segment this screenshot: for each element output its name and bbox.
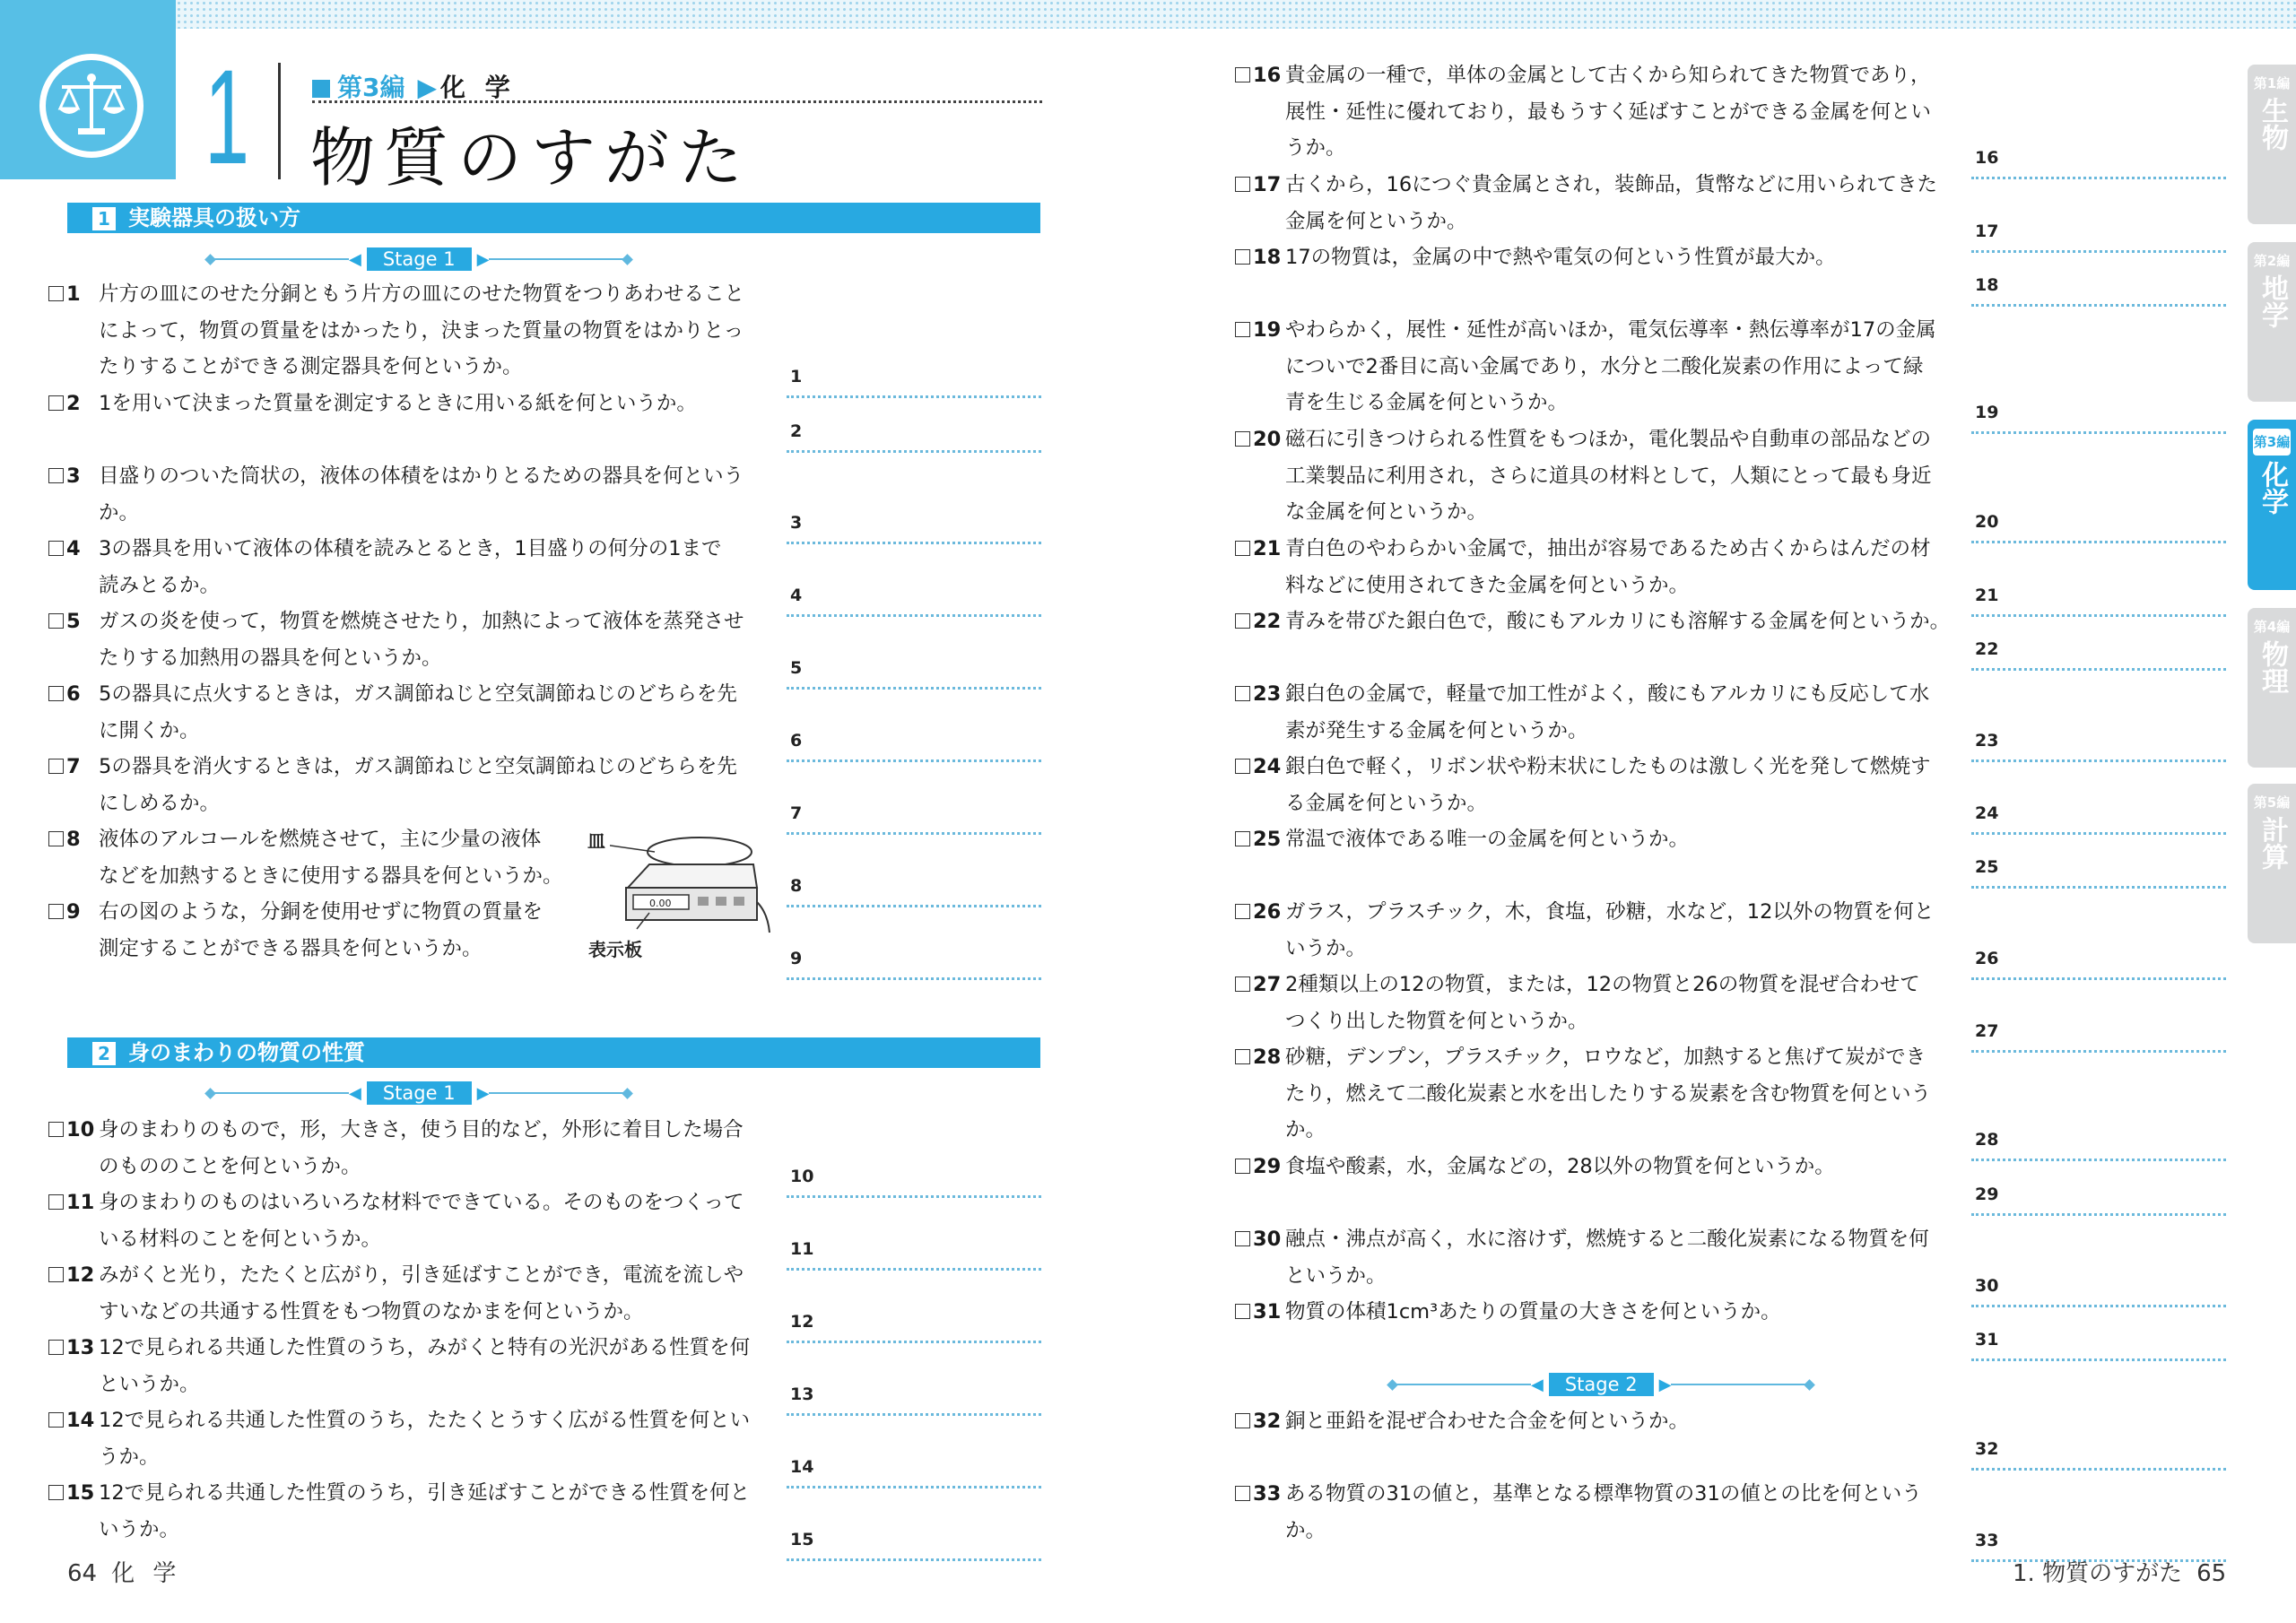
stage-label: Stage 2 bbox=[1549, 1373, 1654, 1396]
question-item bbox=[48, 676, 766, 742]
side-tab-biology[interactable] bbox=[2248, 65, 2296, 224]
question-text-line: 右の図のような，分銅を使用せずに物質の質量を bbox=[99, 900, 544, 924]
answer-number: 13 bbox=[790, 1384, 814, 1404]
question-text-line: 素が発生する金属を何というか。 bbox=[1285, 718, 1588, 742]
question-text-line: 常温で液体である唯一の金属を何というか。 bbox=[1285, 828, 1690, 851]
checkbox-icon[interactable] bbox=[1235, 1159, 1250, 1174]
answer-number: 19 bbox=[1975, 403, 1999, 422]
checkbox-icon[interactable] bbox=[48, 1267, 64, 1282]
answer-number: 31 bbox=[1975, 1330, 1999, 1350]
checkbox-icon[interactable] bbox=[48, 831, 64, 846]
answer-number: 22 bbox=[1975, 639, 1999, 659]
answer-line[interactable] bbox=[1971, 1185, 2226, 1216]
answer-number: 20 bbox=[1975, 512, 1999, 532]
answer-number: 21 bbox=[1975, 585, 1999, 605]
question-number: 1 bbox=[66, 282, 81, 306]
checkbox-icon[interactable] bbox=[1235, 1486, 1250, 1501]
answer-line[interactable] bbox=[1971, 803, 2226, 835]
question-number: 32 bbox=[1253, 1410, 1282, 1433]
question-number: 8 bbox=[66, 828, 81, 851]
question-item bbox=[1235, 421, 1952, 524]
header-dot-band bbox=[176, 0, 2296, 29]
question-number: 29 bbox=[1253, 1155, 1282, 1178]
answer-number: 3 bbox=[790, 512, 803, 533]
question-number: 19 bbox=[1253, 318, 1282, 342]
answer-line[interactable] bbox=[787, 1384, 1041, 1416]
question-item bbox=[48, 458, 766, 525]
answer-line[interactable] bbox=[787, 586, 1041, 617]
question-number: 17 bbox=[1253, 173, 1282, 196]
answer-number: 15 bbox=[790, 1529, 814, 1549]
answer-line[interactable] bbox=[787, 421, 1041, 453]
question-text-line: つくり出した物質を何というか。 bbox=[1285, 1009, 1588, 1033]
tab-part: 第2編 bbox=[2253, 253, 2291, 269]
checkbox-icon[interactable] bbox=[1235, 686, 1250, 701]
question-number: 22 bbox=[1253, 610, 1282, 633]
answer-line[interactable] bbox=[787, 876, 1041, 907]
question-number: 31 bbox=[1253, 1300, 1282, 1324]
checkbox-icon[interactable] bbox=[1235, 431, 1250, 447]
section-header bbox=[67, 203, 1040, 233]
question-text-line: 身のまわりのもので，形，大きさ，使う目的など，外形に着目した場合 bbox=[99, 1118, 744, 1141]
answer-line[interactable] bbox=[787, 949, 1041, 980]
answer-line[interactable] bbox=[787, 658, 1041, 690]
question-text-line: やわらかく，展性・延性が高いほか，電気伝導率・熱伝導率が17の金属 bbox=[1285, 318, 1936, 342]
answer-line[interactable] bbox=[787, 731, 1041, 762]
side-tab-earth-science[interactable] bbox=[2248, 242, 2296, 402]
question-number: 7 bbox=[66, 755, 81, 778]
checkbox-icon[interactable] bbox=[1235, 177, 1250, 192]
question-item bbox=[1235, 1476, 1952, 1542]
tab-part: 第3編 bbox=[2253, 429, 2291, 456]
question-item bbox=[1235, 1403, 1952, 1440]
answer-number: 30 bbox=[1975, 1275, 1999, 1296]
question-item bbox=[48, 821, 766, 888]
checkbox-icon[interactable] bbox=[48, 286, 64, 301]
answer-number: 14 bbox=[790, 1456, 814, 1477]
question-item bbox=[1235, 531, 1952, 597]
answer-number: 23 bbox=[1975, 730, 1999, 751]
question-number: 9 bbox=[66, 900, 81, 924]
answer-number: 1 bbox=[790, 367, 803, 386]
question-text-line: 古くから，16につぐ貴金属とされ，装飾品，貨幣などに用いられてきた bbox=[1285, 173, 1938, 196]
question-number: 26 bbox=[1253, 900, 1282, 924]
question-text-line: 融点・沸点が高く，水に溶けず，燃焼すると二酸化炭素になる物質を何 bbox=[1285, 1228, 1929, 1251]
checkbox-icon[interactable] bbox=[48, 1122, 64, 1137]
chapter-icon-box bbox=[0, 0, 176, 179]
question-text-line: 展性・延性に優れており，最もうすく延ばすことができる金属を何とい bbox=[1285, 100, 1932, 124]
answer-line[interactable] bbox=[1971, 949, 2226, 980]
answer-number: 25 bbox=[1975, 857, 1999, 877]
question-item bbox=[1235, 1221, 1952, 1288]
tab-subject: 化学 bbox=[2257, 461, 2288, 515]
section-title: 身のまわりの物質の性質 bbox=[128, 1040, 365, 1065]
question-number: 4 bbox=[66, 537, 81, 560]
tab-subject: 生物 bbox=[2257, 97, 2288, 151]
checkbox-icon[interactable] bbox=[48, 613, 64, 629]
checkbox-icon[interactable] bbox=[1235, 249, 1250, 265]
checkbox-icon[interactable] bbox=[48, 904, 64, 919]
tab-part: 第1編 bbox=[2253, 75, 2291, 91]
question-text-line: 1を用いて決まった質量を測定するときに用いる紙を何というか。 bbox=[99, 392, 697, 415]
question-text-line: る金属を何というか。 bbox=[1285, 791, 1488, 815]
answer-line[interactable] bbox=[787, 1530, 1041, 1561]
question-text-line: 5の器具を消火するときは，ガス調節ねじと空気調節ねじのどちらを先 bbox=[99, 755, 737, 778]
answer-line[interactable] bbox=[787, 367, 1041, 398]
question-text-line: いうか。 bbox=[1285, 936, 1367, 960]
question-text-line: みがくと光り，たたくと広がり，引き延ばすことができ，電流を流しや bbox=[99, 1263, 744, 1287]
answer-line[interactable] bbox=[1971, 1130, 2226, 1161]
checkbox-icon[interactable] bbox=[48, 1194, 64, 1210]
question-text-line: ガラス，プラスチック，木，食塩，砂糖，水など，12以外の物質を何と bbox=[1285, 900, 1935, 924]
checkbox-icon[interactable] bbox=[48, 395, 64, 411]
section-number: 2 bbox=[92, 1042, 116, 1065]
answer-line[interactable] bbox=[1971, 1021, 2226, 1053]
part-subject: 化 学 bbox=[440, 73, 516, 102]
checkbox-icon[interactable] bbox=[1235, 759, 1250, 774]
question-text-line: 2種類以上の12の物質，または，12の物質と26の物質を混ぜ合わせて bbox=[1285, 973, 1920, 996]
stage-divider: ◀ Stage 1 ▶ bbox=[206, 247, 631, 271]
answer-number: 29 bbox=[1975, 1185, 1999, 1204]
page-footer-right bbox=[2013, 1555, 2226, 1588]
part-label bbox=[312, 68, 516, 104]
question-text-line: 磁石に引きつけられる性質をもつほか，電化製品や自動車の部品などの bbox=[1285, 428, 1932, 451]
section-title: 実験器具の扱い方 bbox=[128, 205, 300, 230]
question-text-line: というか。 bbox=[1285, 1263, 1387, 1288]
answer-number: 33 bbox=[1975, 1530, 1999, 1550]
balance-scale-icon bbox=[39, 54, 144, 158]
answer-line[interactable] bbox=[1971, 1439, 2226, 1471]
question-text-line: たり，燃えて二酸化炭素と水を出したりする炭素を含む物質を何という bbox=[1285, 1081, 1932, 1106]
checkbox-icon[interactable] bbox=[48, 686, 64, 701]
side-tab-physics[interactable] bbox=[2248, 608, 2296, 768]
answer-number: 7 bbox=[790, 803, 803, 823]
checkbox-icon[interactable] bbox=[48, 1340, 64, 1355]
question-text-line: 12で見られる共通した性質のうち，みがくと特有の光沢がある性質を何 bbox=[99, 1336, 751, 1359]
question-text-line: 12で見られる共通した性質のうち，引き延ばすことができる性質を何と bbox=[99, 1481, 751, 1505]
footer-chapter-title: 1. 物質のすがた bbox=[2013, 1560, 2183, 1587]
tab-subject: 物理 bbox=[2257, 640, 2288, 694]
figure-label-display: 表示板 bbox=[588, 939, 642, 960]
question-text-line: うか。 bbox=[99, 1445, 160, 1469]
question-text-line: などを加熱するときに使用する器具を何というか。 bbox=[99, 864, 563, 888]
question-text-line: ガスの炎を使って，物質を燃焼させたり，加熱によって液体を蒸発させ bbox=[99, 610, 744, 633]
question-item bbox=[1235, 167, 1952, 233]
stage-divider: ◀ Stage 2 ▶ bbox=[1388, 1373, 1813, 1396]
question-text-line: 片方の皿にのせた分銅ともう片方の皿にのせた物質をつりあわせること bbox=[99, 282, 745, 306]
question-item bbox=[48, 386, 766, 422]
question-item bbox=[1235, 821, 1952, 858]
display-value: 0.00 bbox=[649, 898, 672, 909]
answer-number: 6 bbox=[790, 730, 803, 751]
answer-line[interactable] bbox=[787, 803, 1041, 835]
answer-number: 5 bbox=[790, 657, 803, 678]
question-text-line: いる材料のことを何というか。 bbox=[99, 1227, 382, 1251]
question-item bbox=[1235, 603, 1952, 640]
question-item bbox=[48, 531, 766, 597]
answer-number: 17 bbox=[1975, 221, 1999, 241]
question-item bbox=[48, 1257, 766, 1324]
question-text-line: のもののことを何というか。 bbox=[99, 1154, 361, 1178]
question-number: 28 bbox=[1253, 1046, 1282, 1069]
checkbox-icon[interactable] bbox=[1235, 541, 1250, 556]
question-text-line: 青を生じる金属を何というか。 bbox=[1285, 391, 1569, 414]
chapter-divider bbox=[278, 63, 281, 179]
side-tab-chemistry[interactable] bbox=[2248, 420, 2296, 590]
question-item bbox=[48, 1185, 766, 1251]
answer-number: 12 bbox=[790, 1311, 814, 1332]
question-number: 25 bbox=[1253, 828, 1282, 851]
question-text-line: たりすることができる測定器具を何というか。 bbox=[99, 355, 523, 378]
answer-line[interactable] bbox=[787, 1239, 1041, 1271]
question-text-line: 目盛りのついた筒状の，液体の体積をはかりとるための器具を何という bbox=[99, 464, 744, 488]
answer-number: 26 bbox=[1975, 948, 1999, 968]
question-number: 11 bbox=[66, 1191, 95, 1214]
question-text-line: 液体のアルコールを燃焼させて，主に少量の液体 bbox=[99, 828, 542, 851]
question-text-line: にしめるか。 bbox=[99, 791, 221, 815]
page-footer-left bbox=[67, 1555, 181, 1588]
checkbox-icon[interactable] bbox=[48, 759, 64, 774]
question-text-line: 3の器具を用いて液体の体積を読みとるとき，1目盛りの何分の1まで bbox=[99, 537, 722, 560]
question-item bbox=[1235, 1294, 1952, 1331]
answer-line[interactable] bbox=[787, 1457, 1041, 1488]
square-bullet-icon bbox=[312, 80, 330, 98]
question-number: 21 bbox=[1253, 537, 1282, 560]
checkbox-icon[interactable] bbox=[1235, 831, 1250, 846]
question-number: 20 bbox=[1253, 428, 1282, 451]
page-number: 65 bbox=[2196, 1560, 2227, 1587]
question-number: 12 bbox=[66, 1263, 95, 1287]
answer-number: 32 bbox=[1975, 1439, 1999, 1459]
side-tab-calculation[interactable] bbox=[2248, 784, 2296, 943]
checkbox-icon[interactable] bbox=[1235, 1049, 1250, 1064]
answer-line[interactable] bbox=[787, 1167, 1041, 1198]
answer-number: 18 bbox=[1975, 275, 1999, 295]
question-number: 24 bbox=[1253, 755, 1282, 778]
question-item bbox=[1235, 894, 1952, 960]
checkbox-icon[interactable] bbox=[1235, 67, 1250, 82]
answer-number: 10 bbox=[790, 1166, 814, 1186]
question-item bbox=[48, 276, 766, 378]
checkbox-icon[interactable] bbox=[1235, 613, 1250, 629]
question-text-line: か。 bbox=[1285, 1118, 1326, 1141]
checkbox-icon[interactable] bbox=[1235, 904, 1250, 919]
section-header bbox=[67, 1037, 1040, 1068]
question-text-line: すいなどの共通する性質をもつ物質のなかまを何というか。 bbox=[99, 1299, 644, 1324]
part-number: 第3編 bbox=[337, 73, 405, 102]
checkbox-icon[interactable] bbox=[48, 541, 64, 556]
question-text-line: 測定することができる器具を何というか。 bbox=[99, 936, 483, 960]
answer-number: 16 bbox=[1975, 148, 1999, 168]
checkbox-icon[interactable] bbox=[1235, 1304, 1250, 1319]
question-item bbox=[1235, 967, 1952, 1033]
question-text-line: 青白色のやわらかい金属で，抽出が容易であるため古くからはんだの材 bbox=[1285, 537, 1931, 560]
question-item bbox=[1235, 57, 1952, 160]
question-number: 3 bbox=[66, 464, 81, 488]
answer-line[interactable] bbox=[1971, 512, 2226, 543]
question-text-line: 身のまわりのものはいろいろな材料でできている。そのものをつくって bbox=[99, 1191, 744, 1214]
question-item bbox=[1235, 1149, 1952, 1185]
triangle-bullet-icon: ▶ bbox=[417, 73, 438, 102]
question-text-line: 17の物質は，金属の中で熱や電気の何という性質が最大か。 bbox=[1285, 246, 1836, 269]
answer-line[interactable] bbox=[1971, 1330, 2226, 1361]
question-number: 33 bbox=[1253, 1482, 1282, 1506]
question-text-line: 物質の体積1cm³あたりの質量の大きさを何というか。 bbox=[1285, 1300, 1781, 1324]
answer-line[interactable] bbox=[1971, 1276, 2226, 1307]
question-number: 30 bbox=[1253, 1228, 1282, 1251]
question-text-line: についで2番目に高い金属であり，水分と二酸化炭素の作用によって緑 bbox=[1285, 354, 1924, 378]
question-text-line: 銀白色の金属で，軽量で加工性がよく，酸にもアルカリにも反応して水 bbox=[1285, 682, 1930, 706]
question-item bbox=[48, 1112, 766, 1178]
answer-number: 24 bbox=[1975, 803, 1999, 823]
question-item bbox=[48, 1330, 766, 1396]
section-number: 1 bbox=[92, 207, 116, 230]
question-item bbox=[48, 749, 766, 815]
question-text-line: か。 bbox=[99, 500, 140, 525]
question-item bbox=[1235, 676, 1952, 742]
question-text-line: 読みとるか。 bbox=[99, 573, 221, 597]
checkbox-icon[interactable] bbox=[1235, 1413, 1250, 1428]
question-number: 6 bbox=[66, 682, 81, 706]
answer-line[interactable] bbox=[1971, 275, 2226, 307]
question-text-line: 12で見られる共通した性質のうち，たたくとうすく広がる性質を何とい bbox=[99, 1409, 751, 1432]
question-text-line: というか。 bbox=[99, 1372, 200, 1396]
question-number: 14 bbox=[66, 1409, 95, 1432]
answer-line[interactable] bbox=[787, 1312, 1041, 1343]
answer-line[interactable] bbox=[1971, 731, 2226, 762]
stage-divider: ◀ Stage 1 ▶ bbox=[206, 1081, 631, 1105]
tab-part: 第5編 bbox=[2253, 794, 2291, 811]
question-item bbox=[1235, 1039, 1952, 1141]
checkbox-icon[interactable] bbox=[48, 1485, 64, 1500]
checkbox-icon[interactable] bbox=[1235, 976, 1250, 992]
page-number: 64 bbox=[67, 1560, 98, 1587]
answer-line[interactable] bbox=[787, 513, 1041, 544]
dotted-rule bbox=[312, 100, 1042, 103]
answer-line[interactable] bbox=[1971, 403, 2226, 434]
answer-number: 8 bbox=[790, 875, 803, 896]
tab-part: 第4編 bbox=[2253, 619, 2291, 635]
question-text-line: 金属を何というか。 bbox=[1285, 209, 1467, 233]
checkbox-icon[interactable] bbox=[1235, 322, 1250, 337]
question-number: 16 bbox=[1253, 64, 1282, 87]
tab-subject: 計算 bbox=[2257, 816, 2288, 870]
answer-line[interactable] bbox=[1971, 639, 2226, 671]
stage-label: Stage 1 bbox=[367, 247, 472, 271]
question-text-line: な金属を何というか。 bbox=[1285, 500, 1488, 524]
question-text-line: 青みを帯びた銀白色で，酸にもアルカリにも溶解する金属を何というか。 bbox=[1285, 610, 1951, 633]
question-text-line: 銅と亜鉛を混ぜ合わせた合金を何というか。 bbox=[1285, 1410, 1690, 1433]
answer-number: 11 bbox=[790, 1238, 814, 1259]
checkbox-icon[interactable] bbox=[1235, 1231, 1250, 1246]
question-text-line: に開くか。 bbox=[99, 718, 200, 742]
question-text-line: 食塩や酸素，水，金属などの，28以外の物質を何というか。 bbox=[1285, 1155, 1835, 1178]
answer-line[interactable] bbox=[1971, 221, 2226, 253]
question-number: 2 bbox=[66, 392, 81, 415]
question-item bbox=[48, 1402, 766, 1469]
question-text-line: 砂糖，デンプン，プラスチック，ロウなど，加熱すると焦げて炭ができ bbox=[1285, 1046, 1926, 1069]
question-text-line: 貴金属の一種で，単体の金属として古くから知られてきた物質であり， bbox=[1285, 64, 1931, 87]
answer-number: 28 bbox=[1975, 1130, 1999, 1150]
answer-number: 2 bbox=[790, 421, 803, 441]
answer-line[interactable] bbox=[1971, 148, 2226, 179]
answer-number: 27 bbox=[1975, 1020, 1999, 1041]
question-text-line: 工業製品に利用され，さらに道具の材料として，人類にとって最も身近 bbox=[1285, 464, 1932, 488]
footer-subject: 化 学 bbox=[111, 1560, 182, 1587]
question-number: 13 bbox=[66, 1336, 95, 1359]
question-text-line: たりする加熱用の器具を何というか。 bbox=[99, 646, 442, 670]
question-text-line: 5の器具に点火するときは，ガス調節ねじと空気調節ねじのどちらを先 bbox=[99, 682, 737, 706]
question-number: 27 bbox=[1253, 973, 1282, 996]
figure-label-dish: 皿 bbox=[587, 830, 605, 852]
chapter-number: 1 bbox=[204, 41, 250, 192]
answer-line[interactable] bbox=[1971, 586, 2226, 617]
stage-label: Stage 1 bbox=[367, 1081, 472, 1105]
question-item bbox=[1235, 749, 1952, 815]
question-item bbox=[1235, 239, 1952, 276]
question-text-line: 銀白色で軽く，リボン状や粉末状にしたものは激しく光を発して燃焼す bbox=[1285, 755, 1931, 778]
question-text-line: によって，物質の質量をはかったり，決まった質量の物質をはかりとっ bbox=[99, 318, 744, 343]
page-title: 物質のすがた bbox=[310, 120, 752, 195]
question-number: 10 bbox=[66, 1118, 95, 1141]
tab-subject: 地学 bbox=[2257, 274, 2288, 328]
question-text-line: いうか。 bbox=[99, 1517, 180, 1541]
question-text-line: ある物質の31の値と，基準となる標準物質の31の値との比を何という bbox=[1285, 1482, 1922, 1506]
question-item bbox=[48, 603, 766, 670]
checkbox-icon[interactable] bbox=[48, 468, 64, 483]
question-number: 5 bbox=[66, 610, 81, 633]
question-number: 15 bbox=[66, 1481, 95, 1505]
question-text-line: 料などに使用されてきた金属を何というか。 bbox=[1285, 573, 1690, 597]
question-text-line: か。 bbox=[1285, 1518, 1326, 1542]
checkbox-icon[interactable] bbox=[48, 1412, 64, 1428]
question-item bbox=[48, 1475, 766, 1541]
answer-number: 9 bbox=[790, 948, 803, 968]
question-number: 23 bbox=[1253, 682, 1282, 706]
answer-number: 4 bbox=[790, 585, 803, 605]
question-text-line: うか。 bbox=[1285, 136, 1346, 160]
question-item bbox=[1235, 312, 1952, 414]
answer-line[interactable] bbox=[1971, 857, 2226, 889]
question-number: 18 bbox=[1253, 246, 1282, 269]
